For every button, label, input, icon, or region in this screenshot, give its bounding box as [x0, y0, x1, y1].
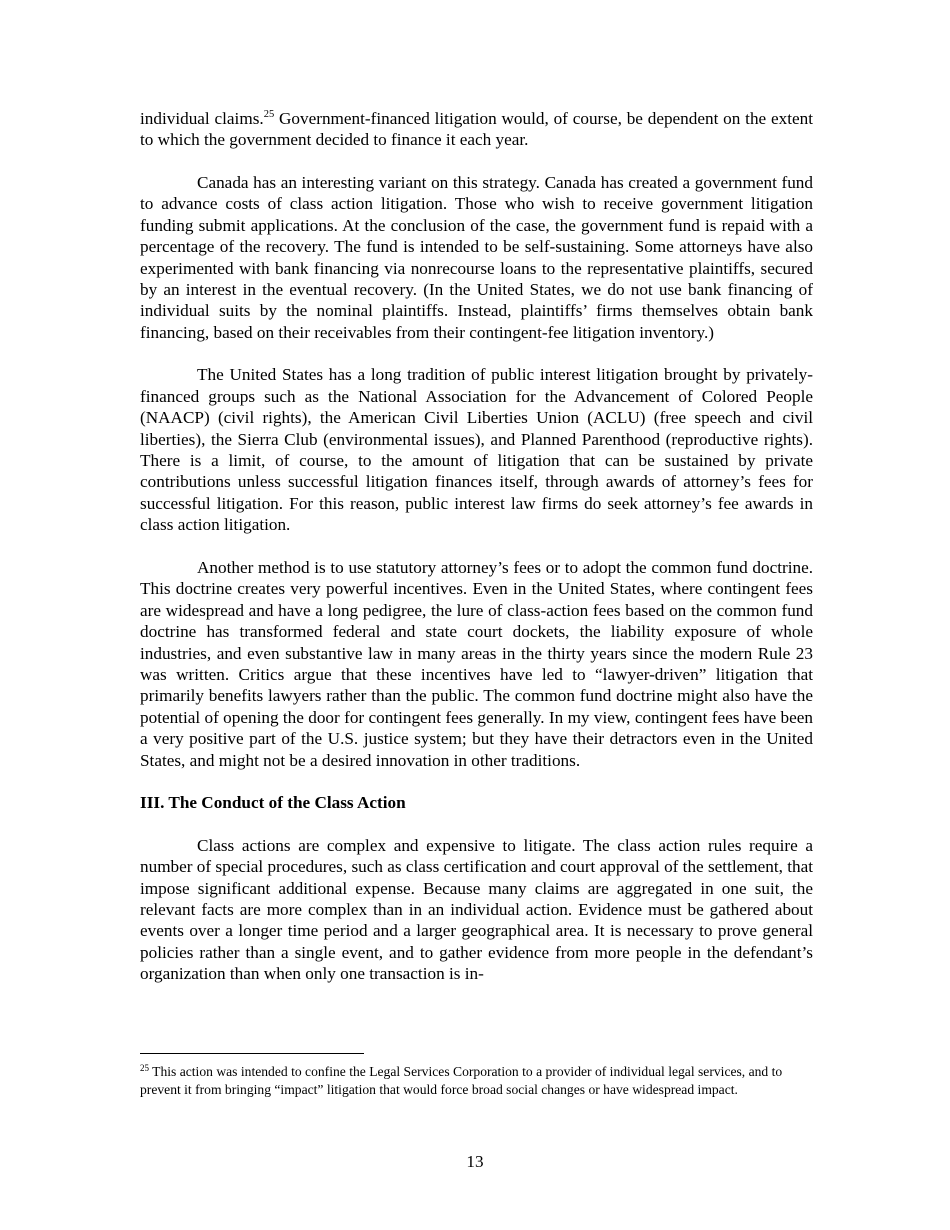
- paragraph-continuation: [140, 108, 813, 151]
- paragraph-1-text: individual claims.: [140, 109, 264, 128]
- paragraph-conduct: Class actions are complex and expensive to litigate. The class action rules require a number of special procedures, such as class certification and court approval of the settlement, that impose significant additional expense. Because many claims are aggregated in one suit, the relevant facts are more complex than in an individual action. Evidence must be gathered about events over a longer time period and a larger geographical area. It is necessary to prove general policies rather than a single event, and to gather evidence from more people in the defendant’s organization than when only one transaction is in-: [140, 835, 813, 984]
- section-heading: III. The Conduct of the Class Action: [140, 793, 406, 813]
- paragraph-canada: Canada has an interesting variant on this strategy. Canada has created a government fund to advance costs of class action litigation. Those who wish to receive government litigation funding submit applications. At the conclusion of the case, the government fund is repaid with a percentage of the recovery. The fund is intended to be self-sustaining. Some attorneys have also experimented with bank financing via nonrecourse loans to the representative plaintiffs, secured by an interest in the eventual recovery. (In the United States, we do not use bank financing of individual suits by the nominal plaintiffs. Instead, plaintiffs’ firms themselves obtain bank financing, based on their receivables from their contingent-fee litigation inventory.): [140, 173, 813, 342]
- paragraph-public-interest: The United States has a long tradition of public interest litigation brought by privately-financed groups such as the National Association for the Advancement of Colored People (NAACP) (civil rights), the American Civil Liberties Union (ACLU) (free speech and civil liberties), the Sierra Club (environmental issues), and Planned Parenthood (reproductive rights). There is a limit, of course, to the amount of litigation that can be sustained by private contributions unless successful litigation finances itself, through awards of attorney’s fees for successful litigation. For this reason, public interest law firms do seek attorney’s fee awards in class action litigation.: [140, 365, 813, 535]
- page-body: [140, 108, 813, 985]
- footnote: [140, 1063, 808, 1099]
- page-number: 13: [466, 1152, 484, 1171]
- footnote-divider: [140, 1053, 364, 1054]
- footnote-reference[interactable]: 25: [263, 109, 275, 120]
- footnote-number: 25: [140, 1063, 149, 1073]
- paragraph-1-rest: Government-financed litigation would, of course, be dependent on the extent to which the government decided to finance it each year.: [140, 109, 813, 150]
- footnote-text: This action was intended to confine the Legal Services Corporation to a provider of individual legal services, and to prevent it from bringing “impact” litigation that would force broad social changes or have widespread impact.: [140, 1064, 783, 1098]
- paragraph-common-fund: Another method is to use statutory attorney’s fees or to adopt the common fund doctrine. This doctrine creates very powerful incentives. Even in the United States, where contingent fees are widespread and have a long pedigree, the lure of class-action fees based on the common fund doctrine has transformed federal and state court dockets, the liability exposure of whole industries, and even substantive law in many areas in the thirty years since the modern Rule 23 was written. Critics argue that these incentives have led to “lawyer-driven” litigation that primarily benefits lawyers rather than the public. The common fund doctrine might also have the potential of opening the door for contingent fees generally. In my view, contingent fees have been a very positive part of the U.S. justice system; but they have their detractors even in the United States, and might not be a desired innovation in other traditions.: [140, 557, 813, 770]
